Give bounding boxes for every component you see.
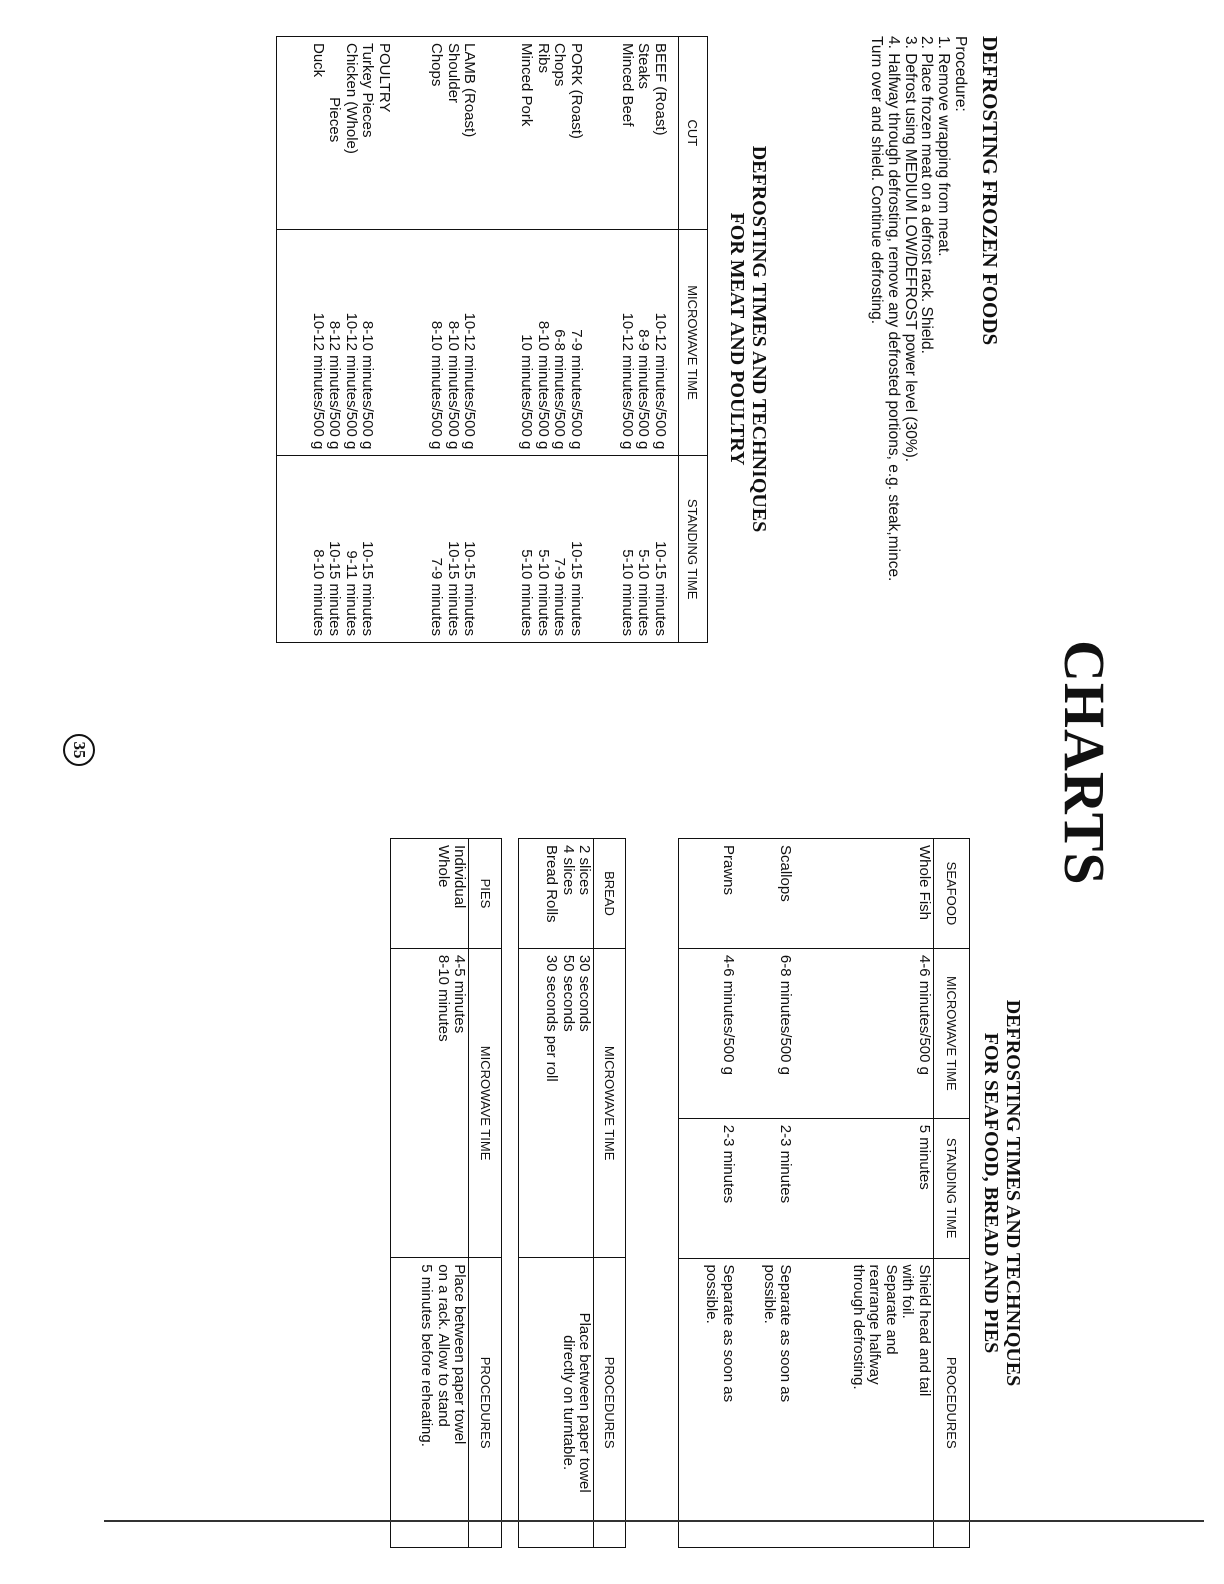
seafood-table-title bbox=[980, 838, 1024, 1548]
table-row-whole-fish bbox=[794, 839, 933, 1548]
table-header-row bbox=[594, 839, 626, 1548]
microwave-time-cell: 8-10 minutes/500 g 10-12 minutes/500 g 8-12 minutes/500 g 10-12 minutes/500 g bbox=[277, 229, 406, 456]
microwave-time-cell: 7-9 minutes/500 g 6-8 minutes/500 g 8-10 minutes/500 g 10 minutes/500 g bbox=[491, 229, 598, 456]
procedure-cell: Place between paper towel on a rack. Allow to stand 5 minutes before reheating. bbox=[391, 1258, 469, 1548]
cut-cell: LAMB (Roast) Shoulder Chops bbox=[428, 43, 479, 138]
table-header-row bbox=[678, 37, 707, 643]
table-header-row bbox=[469, 839, 502, 1548]
cut-cell: PORK (Roast) Chops Ribs Minced Pork bbox=[518, 43, 585, 139]
col-header-seafood: SEAFOOD bbox=[933, 839, 969, 949]
meat-table-title-line1: DEFROSTING TIMES AND TECHNIQUES bbox=[748, 145, 770, 533]
table-row-pies bbox=[391, 839, 469, 1548]
col-header-standing-time: STANDING TIME bbox=[678, 456, 707, 643]
col-header-microwave-time: MICROWAVE TIME bbox=[594, 948, 626, 1257]
meat-table-title-line2: FOR MEAT AND POULTRY bbox=[726, 212, 748, 466]
microwave-time-cell: 10-12 minutes/500 g 8-10 minutes/500 g 8-10 minutes/500 g bbox=[406, 229, 491, 456]
col-header-procedures: PROCEDURES bbox=[594, 1258, 626, 1548]
col-header-microwave-time: MICROWAVE TIME bbox=[933, 948, 969, 1118]
col-header-procedures: PROCEDURES bbox=[469, 1258, 502, 1548]
defrosting-procedure bbox=[867, 36, 968, 581]
seafood-table-title-line1: DEFROSTING TIMES AND TECHNIQUES bbox=[1002, 999, 1024, 1387]
meat-poultry-table bbox=[276, 36, 708, 643]
procedure-step-2: 2. Place frozen meat on a defrost rack. Shield. bbox=[918, 36, 936, 354]
page-number: 35 bbox=[63, 734, 95, 766]
microwave-time-cell: 6-8 minutes/500 g bbox=[737, 948, 794, 1118]
microwave-time-cell: 10-12 minutes/500 g 8-9 minutes/500 g 10-12 minutes/500 g bbox=[598, 229, 679, 456]
cut-cell: POULTRY Turkey Pieces Chicken (Whole) Pieces Duck bbox=[309, 43, 393, 154]
pies-table bbox=[390, 838, 502, 1548]
table-row-pork bbox=[491, 37, 598, 643]
procedure-cell: Place between paper towel directly on turntable. bbox=[519, 1258, 594, 1548]
seafood-cell: Whole Fish bbox=[915, 845, 933, 921]
procedure-step-4: 4. Halfway through defrosting, remove any defrosted portions, e.g. steak,mince. bbox=[884, 36, 902, 582]
microwave-time-cell: 4-6 minutes/500 g bbox=[794, 948, 933, 1118]
microwave-time-cell: 4-6 minutes/500 g bbox=[679, 948, 737, 1118]
seafood-table bbox=[678, 838, 970, 1548]
procedure-label: Procedure: bbox=[952, 36, 969, 112]
page-edge-rule bbox=[104, 1520, 1204, 1522]
procedure-cell: Separate as soon as possible. bbox=[737, 1258, 794, 1547]
col-header-cut: CUT bbox=[678, 37, 707, 230]
procedure-step-1: 1. Remove wrapping from meat. bbox=[935, 36, 953, 257]
col-header-procedures: PROCEDURES bbox=[933, 1258, 969, 1547]
microwave-time-cell: 30 seconds 50 seconds 30 seconds per roll bbox=[519, 948, 594, 1257]
table-row-scallops bbox=[737, 839, 794, 1548]
standing-time-cell: 5 minutes bbox=[794, 1118, 933, 1258]
microwave-time-cell: 4-5 minutes 8-10 minutes bbox=[391, 948, 469, 1257]
table-row-prawns bbox=[679, 839, 737, 1548]
table-row-poultry bbox=[277, 37, 406, 643]
standing-time-cell: 2-3 minutes bbox=[737, 1118, 794, 1258]
table-row-beef bbox=[598, 37, 679, 643]
standing-time-cell: 10-15 minutes 5-10 minutes 5-10 minutes bbox=[598, 456, 679, 643]
bread-cell: 2 slices 4 slices Bread Rolls bbox=[543, 845, 594, 923]
standing-time-cell: 10-15 minutes 7-9 minutes 5-10 minutes 5-10 minutes bbox=[491, 456, 598, 643]
procedure-step-3: 3. Defrost using MEDIUM LOW/DEFROST power level (30%). bbox=[901, 36, 919, 463]
meat-table-title bbox=[726, 36, 770, 642]
col-header-microwave-time: MICROWAVE TIME bbox=[678, 229, 707, 456]
standing-time-cell: 10-15 minutes 10-15 minutes 7-9 minutes bbox=[406, 456, 491, 643]
standing-time-cell: 10-15 minutes 9-11 minutes 10-15 minutes 8-10 minutes bbox=[277, 456, 406, 643]
col-header-bread: BREAD bbox=[594, 839, 626, 949]
col-header-standing-time: STANDING TIME bbox=[933, 1118, 969, 1258]
standing-time-cell: 2-3 minutes bbox=[679, 1118, 737, 1258]
procedure-step-4-continued: Turn over and shield. Continue defrosting. bbox=[868, 36, 886, 325]
seafood-cell: Scallops bbox=[777, 845, 795, 902]
col-header-pies: PIES bbox=[469, 839, 502, 949]
cut-cell: BEEF (Roast) Steaks Minced Beef bbox=[618, 43, 669, 136]
pies-cell: Individual Whole bbox=[434, 845, 469, 909]
table-header-row bbox=[933, 839, 969, 1548]
procedure-cell: Shield head and tail with foil. Separate and rearrange halfway through defrosting. bbox=[794, 1258, 933, 1547]
page-title: CHARTS bbox=[1052, 640, 1117, 886]
bread-table bbox=[518, 838, 626, 1548]
defrosting-section-title: DEFROSTING FROZEN FOODS bbox=[978, 36, 1002, 346]
col-header-microwave-time: MICROWAVE TIME bbox=[469, 948, 502, 1257]
table-row-lamb bbox=[406, 37, 491, 643]
procedure-cell: Separate as soon as possible. bbox=[679, 1258, 737, 1547]
seafood-table-title-line2: FOR SEAFOOD, BREAD AND PIES bbox=[980, 1032, 1002, 1354]
table-row-bread bbox=[519, 839, 594, 1548]
seafood-cell: Prawns bbox=[719, 845, 737, 896]
